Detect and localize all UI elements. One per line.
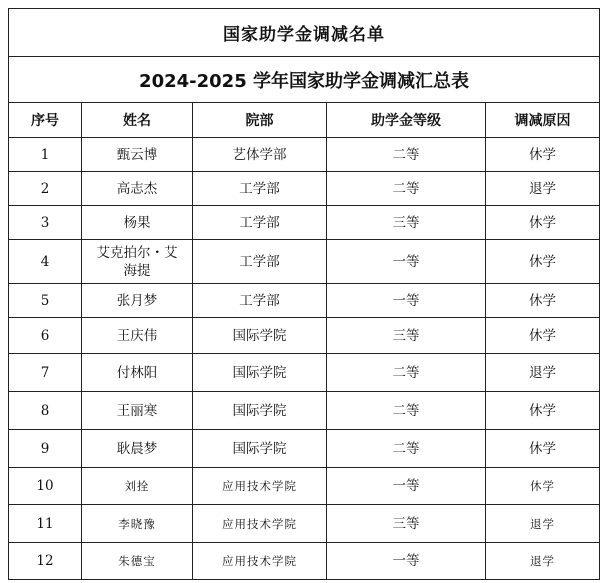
cell-name: [82, 430, 193, 468]
cell-name: [82, 543, 193, 580]
student-name: 刘拴: [124, 479, 150, 493]
cell-dept: 应用技术学院: [193, 543, 327, 580]
student-name: 甄云博: [116, 146, 158, 163]
cell-level: 一等: [327, 240, 486, 284]
student-name: 高志杰: [116, 180, 158, 197]
cell-reason: 退学: [486, 354, 600, 392]
cell-name: [82, 505, 193, 543]
cell-dept: 应用技术学院: [193, 505, 327, 543]
cell-dept: 工学部: [193, 284, 327, 318]
cell-dept: 工学部: [193, 172, 327, 206]
table-row: [9, 172, 600, 206]
cell-name: [82, 318, 193, 354]
cell-name: [82, 468, 193, 505]
student-name: 朱德宝: [118, 554, 156, 568]
cell-level: 一等: [327, 468, 486, 505]
document-subtitle: 2024-2025 学年国家助学金调减汇总表: [9, 57, 600, 103]
cell-name: [82, 392, 193, 430]
cell-dept: 国际学院: [193, 430, 327, 468]
cell-no: 5: [9, 284, 82, 318]
cell-level: 三等: [327, 206, 486, 240]
cell-reason: 休学: [486, 430, 600, 468]
cell-dept: 艺体学部: [193, 138, 327, 172]
cell-dept: 国际学院: [193, 392, 327, 430]
cell-reason: 退学: [486, 543, 600, 580]
cell-no: 8: [9, 392, 82, 430]
cell-no: 6: [9, 318, 82, 354]
cell-no: 7: [9, 354, 82, 392]
student-name: 王丽寒: [116, 402, 158, 419]
cell-dept: 国际学院: [193, 354, 327, 392]
cell-level: 三等: [327, 505, 486, 543]
cell-no: 4: [9, 240, 82, 284]
cell-no: 11: [9, 505, 82, 543]
table-row: [9, 318, 600, 354]
column-header-dept: 院部: [193, 103, 327, 138]
cell-level: 二等: [327, 354, 486, 392]
student-name: 付林阳: [116, 364, 158, 381]
table-row: [9, 240, 600, 284]
table-row: [9, 468, 600, 505]
cell-reason: 休学: [486, 206, 600, 240]
cell-reason: 退学: [486, 172, 600, 206]
cell-name: [82, 172, 193, 206]
cell-name: [82, 138, 193, 172]
cell-name: [82, 284, 193, 318]
cell-level: 二等: [327, 172, 486, 206]
cell-reason: 休学: [486, 284, 600, 318]
adjustment-table: [8, 8, 600, 580]
cell-reason: 退学: [486, 505, 600, 543]
cell-name: [82, 354, 193, 392]
column-header-no: 序号: [9, 103, 82, 138]
student-name: 张月梦: [116, 292, 158, 309]
table-row: [9, 284, 600, 318]
cell-reason: 休学: [486, 240, 600, 284]
cell-no: 1: [9, 138, 82, 172]
table-row: [9, 543, 600, 580]
cell-level: 一等: [327, 284, 486, 318]
column-header-name: 姓名: [82, 103, 193, 138]
table-row: [9, 206, 600, 240]
student-name: 艾克拍尔・艾海提: [96, 244, 178, 279]
cell-level: 二等: [327, 138, 486, 172]
student-name: 李晓豫: [118, 516, 156, 531]
cell-no: 10: [9, 468, 82, 505]
document-title: 国家助学金调减名单: [9, 9, 600, 57]
cell-level: 二等: [327, 392, 486, 430]
cell-dept: 工学部: [193, 240, 327, 284]
table-row: [9, 430, 600, 468]
cell-reason: 休学: [486, 318, 600, 354]
cell-no: 12: [9, 543, 82, 580]
header-row: [9, 103, 600, 138]
column-header-reason: 调减原因: [486, 103, 600, 138]
column-header-level: 助学金等级: [327, 103, 486, 138]
cell-level: 三等: [327, 318, 486, 354]
cell-level: 一等: [327, 543, 486, 580]
student-name: 耿晨梦: [116, 440, 158, 457]
table-row: [9, 505, 600, 543]
cell-dept: 应用技术学院: [193, 468, 327, 505]
student-name: 杨果: [123, 214, 151, 231]
table-row: [9, 392, 600, 430]
cell-name: [82, 206, 193, 240]
cell-name: [82, 240, 193, 284]
cell-no: 3: [9, 206, 82, 240]
cell-level: 二等: [327, 430, 486, 468]
cell-reason: 休学: [486, 392, 600, 430]
cell-reason: 休学: [486, 138, 600, 172]
cell-dept: 工学部: [193, 206, 327, 240]
table-row: [9, 354, 600, 392]
student-name: 王庆伟: [116, 327, 158, 344]
cell-no: 2: [9, 172, 82, 206]
subtitle-row: [9, 57, 600, 103]
cell-no: 9: [9, 430, 82, 468]
cell-reason: 休学: [486, 468, 600, 505]
table-row: [9, 138, 600, 172]
title-row: [9, 9, 600, 57]
cell-dept: 国际学院: [193, 318, 327, 354]
